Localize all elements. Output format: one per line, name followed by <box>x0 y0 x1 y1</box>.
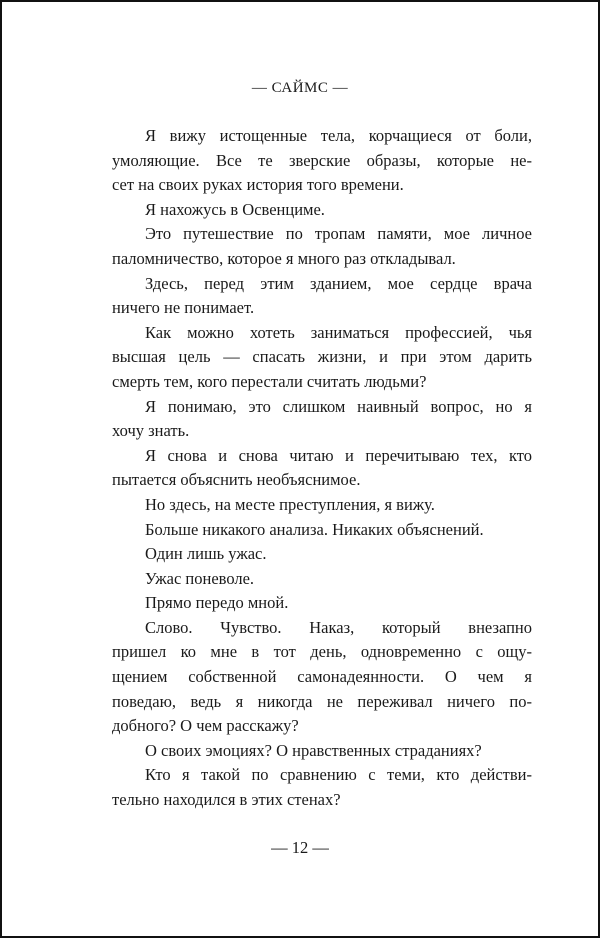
text-line: Больше никакого анализа. Никаких объяснений. <box>145 519 484 539</box>
text-line: паломничество, которое я много раз откладывал. <box>112 248 456 268</box>
text-line: ничего не понимает. <box>112 298 255 318</box>
text-line: Прямо передо мной. <box>145 593 289 613</box>
paragraph <box>112 198 532 223</box>
paragraph <box>112 321 532 395</box>
text-line: умоляющие. Все те зверские образы, которые не- <box>112 150 532 170</box>
text-line: Но здесь, на месте преступления, я вижу. <box>145 494 435 514</box>
paragraph <box>112 222 532 271</box>
text-line: Я снова и снова читаю и перечитываю тех, кто <box>145 445 532 465</box>
paragraph <box>112 763 532 812</box>
paragraph <box>112 616 532 739</box>
running-head: — САЙМС — <box>251 80 349 96</box>
text-line: Это путешествие по тропам памяти, мое личное <box>145 224 532 244</box>
text-line: Я вижу истощенные тела, корчащиеся от боли, <box>145 126 532 145</box>
text-line: Слово. Чувство. Наказ, который внезапно <box>145 617 532 637</box>
text-line: Здесь, перед этим зданием, мое сердце врача <box>145 273 532 293</box>
text-line: Я нахожусь в Освенциме. <box>145 199 325 219</box>
paragraph <box>112 395 532 444</box>
paragraph <box>112 739 532 764</box>
text-line: пытается объяснить необъяснимое. <box>112 470 361 490</box>
paragraph <box>112 124 532 198</box>
page-number: — 12 — <box>271 837 329 857</box>
text-line: поведаю, ведь я никогда не переживал ничего по- <box>112 691 532 711</box>
text-line: смерть тем, кого перестали считать людьми? <box>112 371 427 391</box>
paragraph <box>112 518 532 543</box>
paragraph <box>112 542 532 567</box>
paragraph <box>112 567 532 592</box>
body-text <box>112 124 532 813</box>
text-line: Один лишь ужас. <box>145 544 267 564</box>
text-line: тельно находился в этих стенах? <box>112 790 341 810</box>
text-line: пришел ко мне в тот день, одновременно с ощу- <box>112 642 532 662</box>
paragraph <box>112 591 532 616</box>
paragraph <box>112 272 532 321</box>
text-line: добного? О чем расскажу? <box>112 716 299 736</box>
text-line: Ужас поневоле. <box>145 568 255 588</box>
text-line: сет на своих руках история того времени. <box>112 175 404 195</box>
text-line: хочу знать. <box>112 421 190 441</box>
text-line: высшая цель — спасать жизни, и при этом дарить <box>112 347 532 367</box>
text-line: Как можно хотеть заниматься профессией, чья <box>145 322 532 342</box>
text-line: Я понимаю, это слишком наивный вопрос, но я <box>145 396 532 416</box>
paragraph <box>112 444 532 493</box>
text-line: Кто я такой по сравнению с теми, кто действи- <box>145 765 532 785</box>
paragraph <box>112 493 532 518</box>
text-line: О своих эмоциях? О нравственных страданиях? <box>145 740 482 760</box>
text-line: щением собственной самонадеянности. О чем я <box>112 667 532 687</box>
